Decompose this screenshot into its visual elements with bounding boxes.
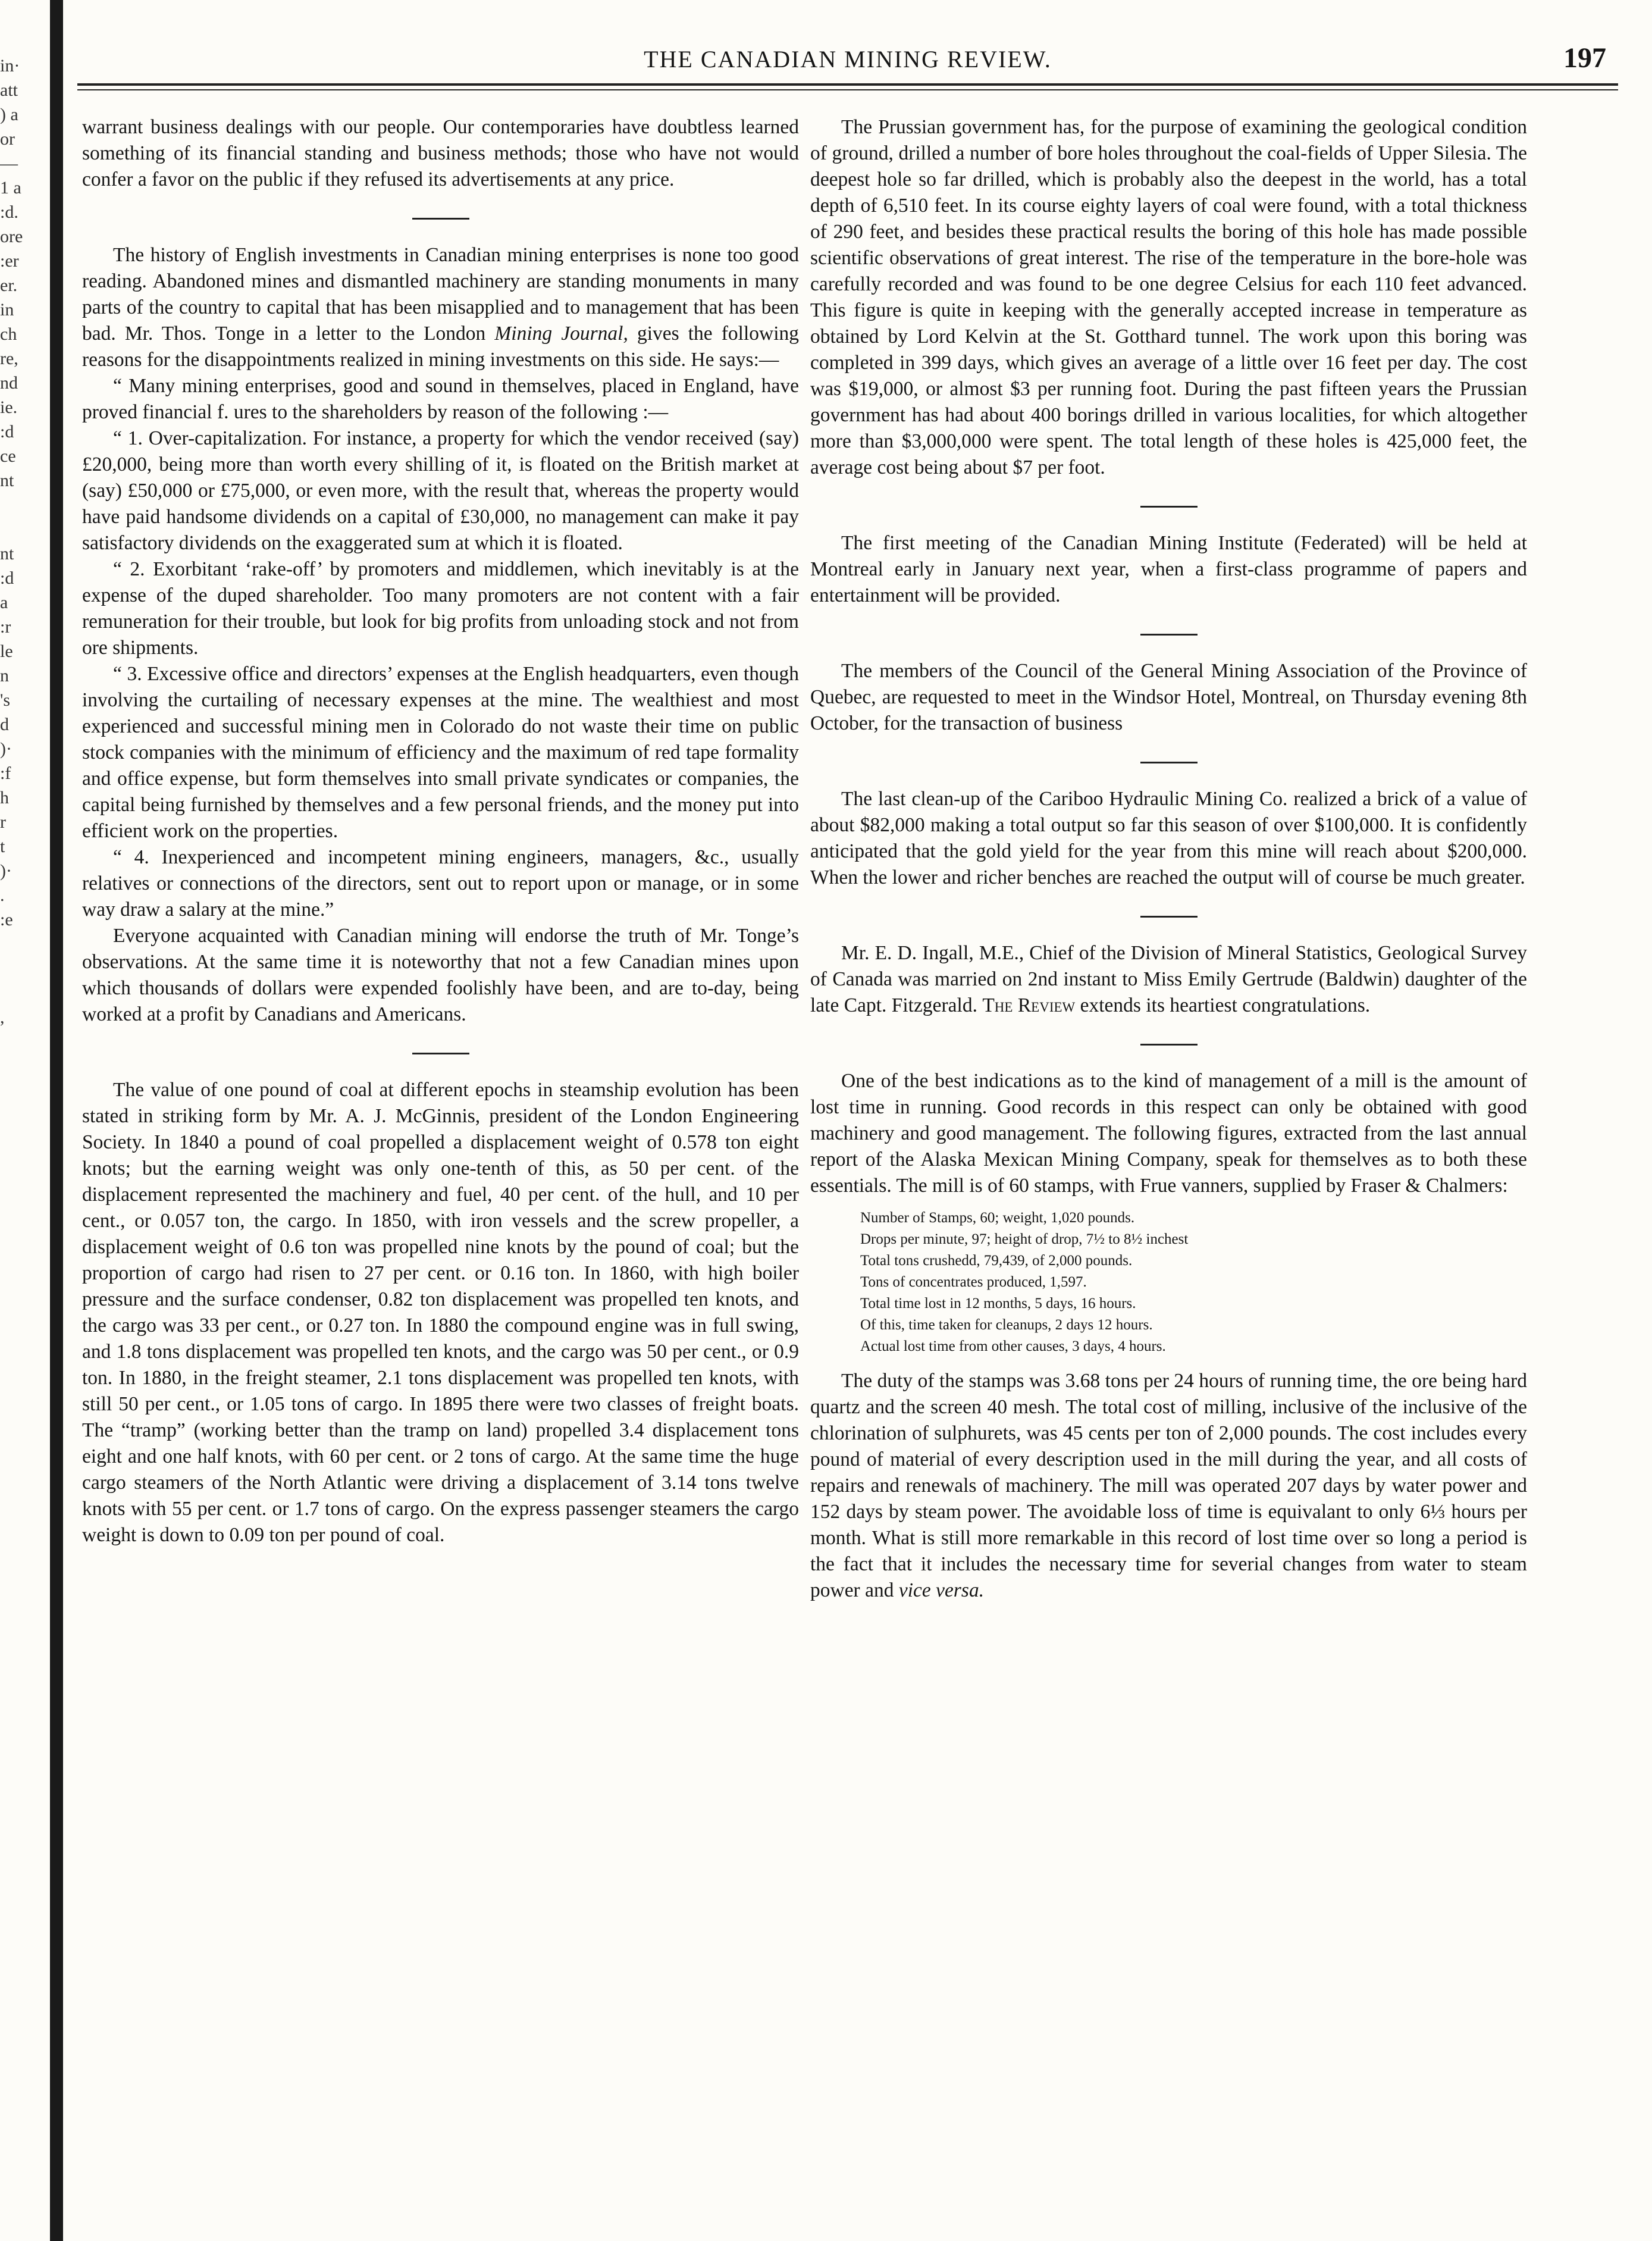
stat-line: Total tons crushedd, 79,439, of 2,000 pounds. xyxy=(860,1253,1133,1269)
section-divider xyxy=(1140,1044,1198,1046)
paragraph: The first meeting of the Canadian Mining Institute (Federated) will be held at Montreal early in January next year, when a first-class programme of papers and entertainment will be provided. xyxy=(810,532,1527,606)
paragraph: Mr. E. D. Ingall, M.E., Chief of the Division of Mineral Statistics, Geological Survey of Canada was married on 2nd instant to Miss Emily Gertrude (Baldwin) daughter of the late Capt. Fitzgerald. The Review extends its heartiest congratulations. xyxy=(810,942,1527,1016)
stat-line: Tons of concentrates produced, 1,597. xyxy=(860,1274,1087,1290)
paragraph: warrant business dealings with our people. Our contemporaries have doubtless learned something of its financial standing and business methods; those who have not would confer a favor on the public if they refused its advertisements at any price. xyxy=(82,116,799,190)
paragraph: “ 3. Excessive office and directors’ expenses at the English headquarters, even though involving the curtailing of necessary expenses at the mine. The wealthiest and most experienced and successful mining men in Colorado do not waste their time on public stock companies with the minimum of efficiency and the maximum of red tape formality and office expense, but form themselves into small private syndicates or companies, the capital being furnished by themselves and a few personal friends, and the money put into efficient work on the properties. xyxy=(82,663,799,842)
paragraph: “ 1. Over-capitalization. For instance, a property for which the vendor received (say) £20,000, being more than worth every shilling of it, is floated on the British market at (say) £50,000 or £75,000, or even more, with the result that, whereas the property would have paid handsome dividends on a capital of £30,000, no management can make it pay satisfactory dividends on the exaggerated sum at which it is floated. xyxy=(82,427,799,554)
paragraph: The last clean-up of the Cariboo Hydraulic Mining Co. realized a brick of a value of about $82,000 making a total output so far this season of over $100,000. It is confidently anticipated that the gold yield for the year from this mine will reach about $200,000. When the lower and richer benches are reached the output will of course be much greater. xyxy=(810,788,1527,888)
paragraph: “ Many mining enterprises, good and sound in themselves, placed in England, have proved financial f. ures to the shareholders by reason of the following :— xyxy=(82,375,799,423)
latin-phrase: vice versa. xyxy=(898,1579,985,1601)
journal-title: Mining Journal, xyxy=(494,323,628,345)
section-divider xyxy=(412,1053,469,1054)
publication-name: The Review xyxy=(982,994,1076,1016)
paragraph: The history of English investments in Canadian mining enterprises is none too good reading. Abandoned mines and dismantled machinery are standing monuments in many parts of the country to capital that has been misapplied and to management that has been bad. Mr. Thos. Tonge in a letter to the London Mining Journal, gives the following reasons for the disappointments realized in mining investments on this side. He says:— xyxy=(82,244,800,371)
paragraph: The value of one pound of coal at different epochs in steamship evolution has been stated in striking form by Mr. A. J. McGinnis, president of the London Engineering Society. In 1840 a pound of coal propelled a displacement weight of 0.578 ton eight knots; but the earning weight was only one-tenth of this, as 50 per cent. of the displacement represented the machinery and fuel, 40 per cent. of the hull, and 10 per cent., or 0.057 ton, the cargo. In 1850, with iron vessels and the screw propeller, a displacement weight of 0.6 ton was propelled nine knots by the pound of coal; but the proportion of cargo had risen to 27 per cent. or 0.16 ton. In 1860, with high boiler pressure and the surface condenser, 0.82 ton displacement was propelled ten knots, and the cargo was 33 per cent., or 0.27 ton. In 1880 the compound engine was in full swing, and 1.8 tons displacement was propelled ten knots, and the cargo was 50 per cent., or 0.9 ton. In 1880, in the freight steamer, 2.1 tons displacement was propelled ten knots, with still 50 per cent., or 1.05 tons of cargo. In 1895 there were two classes of freight boats. The “tramp” (working better than the tramp on land) propelled 3.4 displacement tons eight and one half knots, with 60 per cent. or 2 tons of cargo. At the same time the huge cargo steamers of the North Atlantic were driving a displacement of 3.14 tons twelve knots with 55 per cent. or 1.7 tons of cargo. On the express passenger steamers the cargo weight is down to 0.09 ton per pound of coal. xyxy=(82,1079,799,1546)
section-divider xyxy=(1140,916,1198,918)
page-title: THE CANADIAN MINING REVIEW. xyxy=(644,46,1052,73)
stat-line: Number of Stamps, 60; weight, 1,020 pounds. xyxy=(860,1210,1135,1226)
stat-line: Actual lost time from other causes, 3 days, 4 hours. xyxy=(860,1338,1166,1354)
adjacent-page-fragments: in· att ) a or — 1 a :d. ore :er er. in ch re, nd ie. :d ce nt nt :d a :r le n 's d )· :f h r t )· . :e , xyxy=(0,56,23,1027)
mill-statistics xyxy=(860,1207,1527,1357)
section-divider xyxy=(1140,506,1198,508)
paragraph: The members of the Council of the General Mining Association of the Province of Quebec, are requested to meet in the Windsor Hotel, Montreal, on Thursday evening 8th October, for the transaction of business xyxy=(810,660,1527,734)
paragraph: “ 4. Inexperienced and incompetent mining engineers, managers, &c., usually relatives or connections of the directors, sent out to report upon or manage, or in some way draw a salary at the mine.” xyxy=(82,846,799,921)
paragraph: The duty of the stamps was 3.68 tons per 24 hours of running time, the ore being hard quartz and the screen 40 mesh. The total cost of milling, inclusive of the inclusive of the chlorination of sulphurets, was 45 cents per ton of 2,000 pounds. The cost includes every pound of material of every description used in the mill during the year, and all costs of repairs and renewals of machinery. The mill was operated 207 days by water power and 152 days by steam power. The avoidable loss of time is equivalant to only 6⅓ hours per month. What is still more remarkable in this record of lost time over so long a period is the fact that it includes the necessary time for severial changes from water to steam power and vice versa. xyxy=(810,1370,1527,1601)
page-number: 197 xyxy=(1563,42,1606,74)
paragraph: “ 2. Exorbitant ‘rake-off’ by promoters and middlemen, which inevitably is at the expense of the duped shareholder. Too many promoters are not content with a fair remuneration for their trouble, but look for big profits from unloading stock and not from ore shipments. xyxy=(82,558,799,659)
left-column xyxy=(82,114,799,1548)
header-rule-thin xyxy=(77,89,1618,90)
section-divider xyxy=(412,218,469,220)
section-divider xyxy=(1140,762,1198,763)
stat-line: Of this, time taken for cleanups, 2 days 12 hours. xyxy=(860,1317,1153,1333)
stat-line: Drops per minute, 97; height of drop, 7½ to 8½ inchest xyxy=(860,1231,1189,1247)
header-rule xyxy=(77,83,1618,86)
paragraph: Everyone acquainted with Canadian mining will endorse the truth of Mr. Tonge’s observations. At the same time it is noteworthy that not a few Canadian mines upon which thousands of dollars were expended foolishly have been, and are to-day, being worked at a profit by Canadians and Americans. xyxy=(82,925,799,1025)
section-divider xyxy=(1140,634,1198,636)
page-binding-edge xyxy=(50,0,63,2241)
paragraph: The Prussian government has, for the purpose of examining the geological condition of ground, drilled a number of bore holes throughout the coal-fields of Upper Silesia. The deepest hole so far drilled, which is probably also the deepest in the world, has a total depth of 6,510 feet. In its course eighty layers of coal were found, with a total thickness of 290 feet, and besides these practical results the boring of this hole has made possible scientific observations of great interest. The rise of the temperature in the bore-hole was carefully recorded and was found to be one degree Celsius for each 110 feet advanced. This figure is quite in keeping with the generally accepted increase in temperature as obtained by Lord Kelvin at the St. Gotthard tunnel. The work upon this boring was completed in 399 days, which gives an average of a little over 16 feet per day. The cost was $19,000, or almost $3 per running foot. During the past fifteen years the Prussian government has had about 400 borings drilled in various localities, for which altogether more than $3,000,000 were spent. The total length of these holes is 425,000 feet, the average cost being about $7 per foot. xyxy=(810,116,1527,478)
stat-line: Total time lost in 12 months, 5 days, 16 hours. xyxy=(860,1295,1136,1312)
right-column xyxy=(810,114,1527,1604)
paragraph: One of the best indications as to the kind of management of a mill is the amount of lost time in running. Good records in this respect can only be obtained with good machinery and good management. The following figures, extracted from the last annual report of the Alaska Mexican Mining Company, speak for themselves as to both these essentials. The mill is of 60 stamps, with Frue vanners, supplied by Fraser & Chalmers: xyxy=(810,1070,1527,1197)
